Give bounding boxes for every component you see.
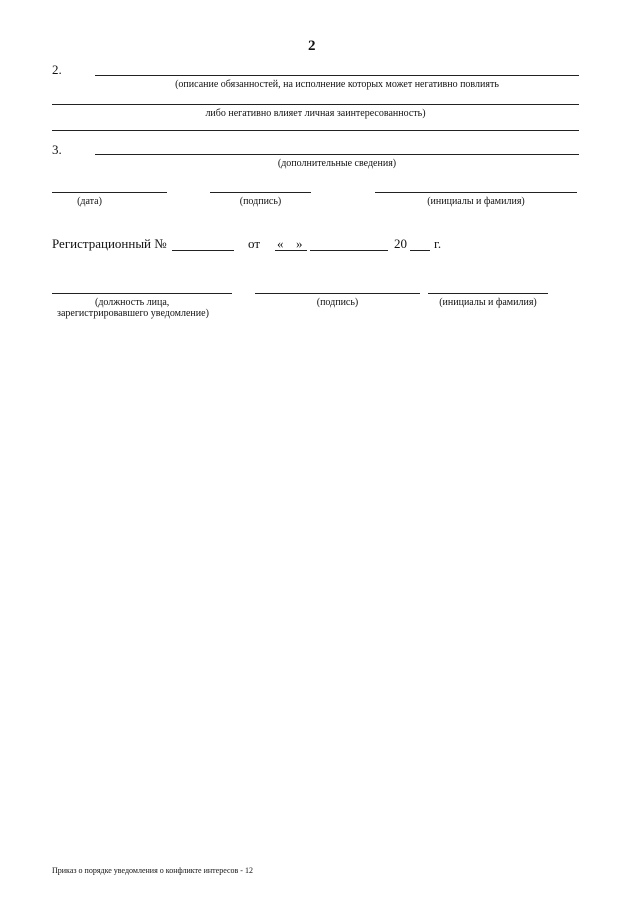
section-2-caption-2: либо негативно влияет личная заинтересованность)	[205, 108, 426, 119]
year-field[interactable]	[410, 250, 430, 251]
name-label: (инициалы и фамилия)	[427, 196, 525, 207]
year-prefix: 20	[394, 236, 407, 251]
section-2-number: 2.	[52, 62, 62, 77]
registrar-name-label: (инициалы и фамилия)	[439, 297, 537, 308]
footer-text: Приказ о порядке уведомления о конфликте интересов - 12	[52, 866, 253, 875]
registrar-position-label-1: (должность лица,	[95, 297, 170, 308]
section-3-caption: (дополнительные сведения)	[277, 158, 397, 169]
registrar-position-label-2: зарегистрировавшего уведомление)	[57, 308, 209, 319]
section-3-field-line[interactable]	[95, 154, 579, 155]
page-number: 2	[308, 38, 316, 54]
section-2-field-line-1[interactable]	[95, 75, 579, 76]
signature-field-line[interactable]	[210, 192, 311, 193]
date-field-line[interactable]	[52, 192, 167, 193]
registrar-name-field[interactable]	[428, 293, 548, 294]
quote-open: «	[277, 236, 284, 251]
registrar-signature-label: (подпись)	[316, 297, 359, 308]
year-suffix: г.	[434, 236, 442, 251]
registration-number-field[interactable]	[172, 250, 234, 251]
section-2-caption-1: (описание обязанностей, на исполнение которых может негативно повлиять	[175, 79, 499, 90]
section-2-field-line-2[interactable]	[52, 104, 579, 105]
signature-label: (подпись)	[239, 196, 282, 207]
month-field[interactable]	[310, 250, 388, 251]
section-3-number: 3.	[52, 142, 62, 157]
registration-label: Регистрационный №	[52, 236, 167, 251]
name-field-line[interactable]	[375, 192, 577, 193]
registrar-signature-field[interactable]	[255, 293, 420, 294]
registration-from-label: от	[248, 236, 261, 251]
section-2-field-line-3[interactable]	[52, 130, 579, 131]
quote-close: »	[296, 236, 303, 251]
date-label: (дата)	[77, 196, 102, 207]
registrar-position-field[interactable]	[52, 293, 232, 294]
